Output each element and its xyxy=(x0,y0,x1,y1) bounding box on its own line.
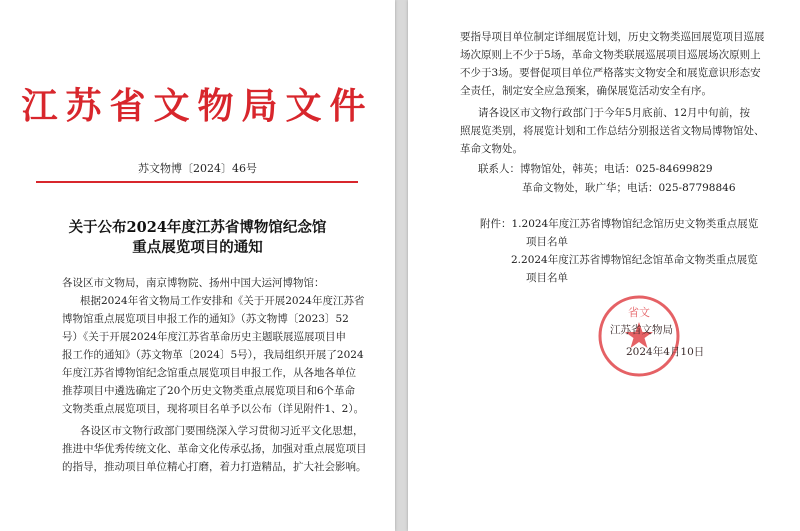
issuer-name: 江苏省文物局 xyxy=(610,324,673,336)
attachment-line: 附件：1.2024年度江苏省博物馆纪念馆历史文物类重点展览 xyxy=(480,218,759,230)
contact-line: 革命文物处，耿广华；电话：025-87798846 xyxy=(522,182,736,194)
subject-line-2: 重点展览项目的通知 xyxy=(132,239,263,256)
seal-text: 省文 xyxy=(628,306,650,319)
body-line: 的指导，推动项目单位精心打磨，着力打造精品，扩大社会影响。 xyxy=(62,461,367,473)
red-divider xyxy=(36,181,358,183)
contact-line: 联系人：博物馆处，韩英；电话：025-84699829 xyxy=(478,163,713,175)
subject-line-1: 关于公布2024年度江苏省博物馆纪念馆 xyxy=(68,219,327,236)
body-line: 文物类重点展览项目，现将项目名单予以公布（详见附件1、2）。 xyxy=(62,403,365,415)
body-line: 推荐项目中遴选确定了20个历史文物类重点展览项目和6个革命 xyxy=(62,385,356,397)
issue-date: 2024年4月10日 xyxy=(626,346,705,358)
notice-subject xyxy=(0,218,395,258)
attachment-line: 项目名单 xyxy=(526,272,568,284)
attachment-line: 2.2024年度江苏省博物馆纪念馆革命文物类重点展览 xyxy=(511,254,758,266)
body-line: 场次原则上不少于5场，革命文物类联展巡展项目巡展场次原则上 xyxy=(460,49,761,61)
body-line: 各设区市文物行政部门要围绕深入学习贯彻习近平文化思想， xyxy=(80,425,364,437)
body-line: 革命文物处。 xyxy=(460,143,523,155)
salutation: 各设区市文物局，南京博物院、扬州中国大运河博物馆： xyxy=(62,277,325,289)
document-header-title: 江苏省文物局文件 xyxy=(21,86,374,127)
body-line: 报工作的通知》（苏文物革〔2024〕5号），我局组织开展了2024 xyxy=(62,349,364,361)
body-line: 全责任，制定安全应急预案，确保展览活动安全有序。 xyxy=(460,85,712,97)
document-page-1 xyxy=(0,0,395,531)
body-line: 推进中华优秀传统文化、革命文化传承弘扬，加强对重点展览项目 xyxy=(62,443,367,455)
body-line: 请各设区市文物行政部门于今年5月底前、12月中旬前，按 xyxy=(478,107,751,119)
body-line: 要指导项目单位制定详细展览计划，历史文物类巡回展览项目巡展 xyxy=(460,31,765,43)
attachment-line: 项目名单 xyxy=(526,236,568,248)
body-line: 根据2024年省文物局工作安排和《关于开展2024年度江苏省 xyxy=(80,295,365,307)
body-line: 号）《关于开展2024年度江苏省革命历史主题联展巡展项目申 xyxy=(62,331,346,343)
body-line: 博物馆重点展览项目申报工作的通知》（苏文物博〔2023〕52 xyxy=(62,313,349,325)
document-number: 苏文物博〔2024〕46号 xyxy=(138,162,257,175)
body-line: 照展览类别，将展览计划和工作总结分别报送省文物局博物馆处、 xyxy=(460,125,765,137)
body-line: 不少于3场。要督促项目单位严格落实文物安全和展览意识形态安 xyxy=(460,67,761,79)
body-line: 年度江苏省博物馆纪念馆重点展览项目申报工作，从各地各单位 xyxy=(62,367,356,379)
